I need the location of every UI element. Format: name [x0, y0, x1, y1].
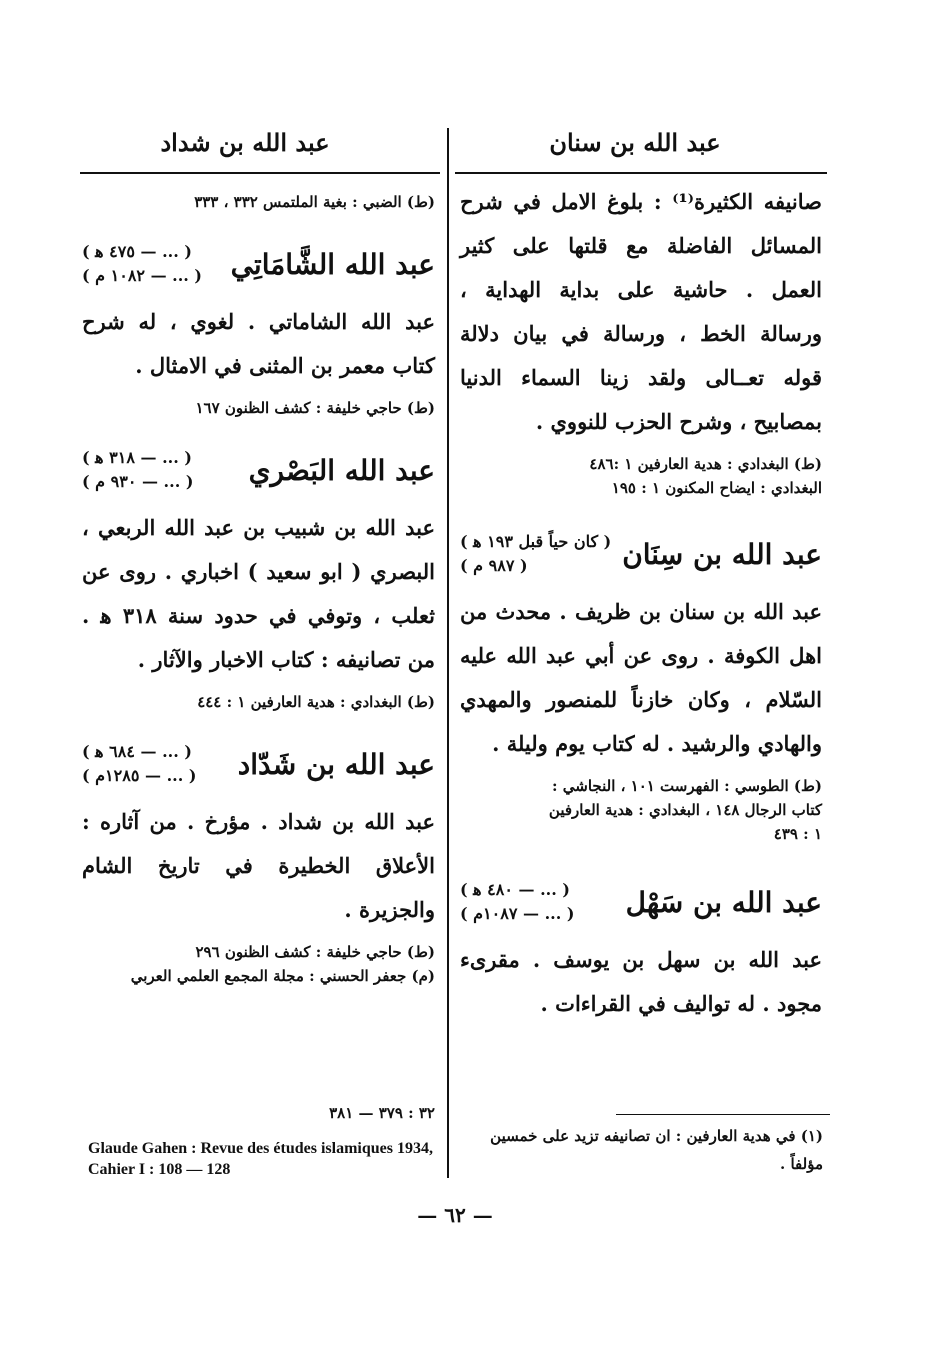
latin-reference: Glaude Gahen : Revue des études islamiques 1934, Cahier I : 108 — 128 [88, 1140, 433, 1178]
entry-ref: (ط) حاجي خليفة : كشف الظنون ١٦٧ [195, 399, 435, 417]
date-hijri: ( ... — ٦٨٤ ﻫ ) [82, 742, 192, 761]
page-number: — ٦٢ — [417, 1203, 493, 1227]
entry-body: عبد الله بن شبيب بن عبد الله الربعي ، البصري ( ابو سعيد ) اخباري . روى عن ثعلب ، وتوفي في حدود سنة ٣١٨ ﻫ . من تصانيفه : كتاب الاخبار والآثار . [82, 515, 435, 672]
ref-line: (م) جعفر الحسني : مجلة المجمع العلمي العربي [130, 967, 435, 985]
entry-ref [460, 774, 822, 846]
entry-heading [460, 878, 822, 926]
entry-heading [82, 740, 435, 788]
date-gregorian: ( ... — ١٠٨٧م ) [460, 904, 575, 923]
left-header-rule [80, 172, 440, 174]
ref-line: كتاب الرجال ١٤٨ ، البغدادي : هدية العارفين [548, 801, 822, 819]
entry-name: عبد الله الشَّامَاتِي [230, 247, 435, 281]
entry-name: عبد الله بن سَهْل [625, 885, 822, 919]
entry-body: عبد الله بن سهل بن يوسف . مقرىء مجود . له تواليف في القراءات . [460, 947, 822, 1016]
entry-heading [460, 530, 822, 578]
entry-body: عبد الله الشاماتي . لغوي ، له شرح كتاب معمر بن المثنى في الامثال . [82, 309, 435, 378]
footnote: (١) في هدية العارفين : ان تصانيفه تزيد على خمسين مؤلفاً . [490, 1127, 823, 1173]
left-column-header: عبد الله بن شداد [160, 128, 330, 157]
entry-heading [82, 446, 435, 494]
entry-body: عبد الله بن شداد . مؤرخ . من آثاره : الأعلاق الخطيرة في تاريخ الشام والجزيرة . [82, 809, 435, 922]
ref-line: ١ : ٤٣٩ [773, 825, 822, 843]
entry-dates [460, 878, 574, 926]
date-gregorian: ( ... — ٩٣٠ م ) [82, 472, 194, 491]
footnote-rule [616, 1114, 830, 1115]
top-ref: (ط) الضبي : بغية الملتمس ٣٣٢ ، ٣٣٣ [194, 193, 435, 211]
date-hijri: ( ... — ٤٨٠ ﻫ ) [460, 880, 570, 899]
entry-heading [82, 240, 435, 288]
right-header-rule [455, 172, 827, 174]
date-gregorian: ( ٩٨٧ م ) [460, 556, 528, 575]
ref-line: البغدادي : ايضاح المكنون ١ : ١٩٥ [611, 479, 822, 497]
ref-line: (ط) حاجي خليفة : كشف الظنون ٢٩٦ [195, 943, 435, 961]
entry-body: عبد الله بن سنان بن ظريف . محدث من اهل الكوفة . روى عن أبي عبد الله عليه السّلام ، وكان خازناً للمنصور والمهدي والهادي والرشيد . له كتاب يوم وليلة . [460, 599, 822, 756]
date-hijri: ( ... — ٤٧٥ ﻫ ) [82, 242, 192, 261]
entry-dates [82, 740, 196, 788]
date-gregorian: ( ... — ١٠٨٢ م ) [82, 266, 202, 285]
entry-dates [82, 446, 193, 494]
continuation-text: صانيفه الكثيرة⁽¹⁾ : بلوغ الامل في شرح المسائل الفاضلة مع قلتها على كثير العمل . حاشية على بداية الهداية ، ورسالة الخط ، ورسالة في بيان دلالة قوله تعــالى ولقد زينا السماء الدنيا بمصابيح ، وشرح الحزب للنووي . [460, 189, 822, 434]
entry-ref: (ط) البغدادي : هدية العارفين ١ : ٤٤٤ [197, 693, 435, 711]
right-column-header: عبد الله بن سنان [549, 128, 721, 157]
entry-name: عبد الله البَصْري [248, 453, 435, 487]
date-hijri: ( كان حياً قبل ١٩٣ ﻫ ) [460, 532, 612, 551]
ref-line: (ط) البغدادي : هدية العارفين ١ :٤٨٦ [589, 455, 822, 473]
entry-dates [82, 240, 202, 288]
entry-name: عبد الله بن سِنَان [622, 537, 822, 571]
left-column [82, 180, 435, 988]
date-gregorian: ( ... — ١٢٨٥م ) [82, 766, 197, 785]
ref-line: (ط) الطوسي : الفهرست ١٠١ ، النجاشي : [552, 777, 822, 795]
ref-line: ٣٢ : ٣٧٩ — ٣٨١ [329, 1104, 435, 1122]
entry-ref [82, 940, 435, 988]
entry-dates [460, 530, 611, 578]
entry-name: عبد الله بن شَدّاد [237, 747, 435, 781]
column-divider [447, 128, 449, 1178]
continuation-ref [460, 452, 822, 500]
date-hijri: ( ... — ٣١٨ ﻫ ) [82, 448, 192, 467]
right-column [460, 180, 822, 1026]
